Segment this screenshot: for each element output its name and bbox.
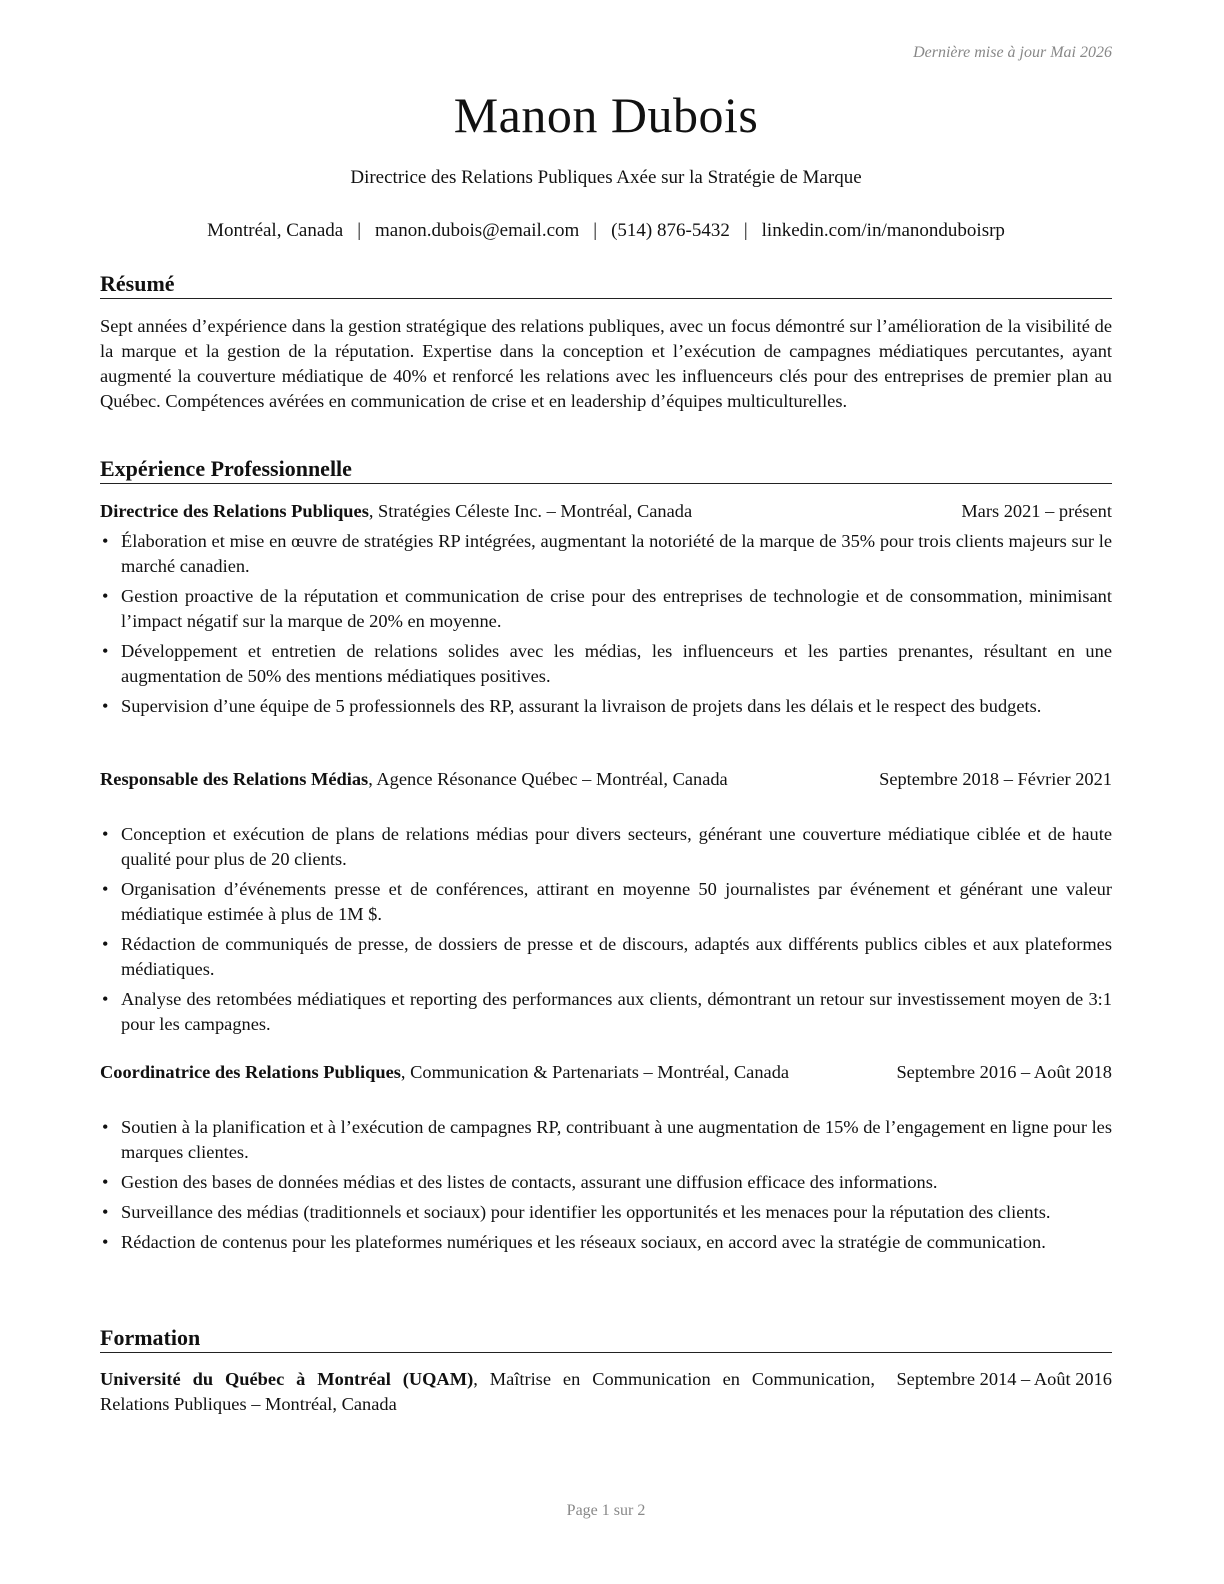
contact-location: Montréal, Canada: [207, 220, 344, 241]
candidate-tagline: Directrice des Relations Publiques Axée sur la Stratégie de Marque: [350, 167, 862, 188]
list-item: • Soutien à la planification et à l’exécution de campagnes RP, contribuant à une augmentation de 15% de l’engagement en ligne pour les marques clientes.: [100, 1115, 1112, 1165]
contact-separator: |: [357, 220, 361, 241]
contact-separator: |: [593, 220, 598, 241]
list-item: • Développement et entretien de relations solides avec les médias, les influenceurs et les parties prenantes, résultant en une augmentation de 50% des mentions médiatiques positives.: [100, 639, 1112, 689]
job-header: [100, 499, 1112, 524]
education-details: , Maîtrise en Communication en Communication, Relations Publiques – Montréal, Canada: [100, 1369, 876, 1414]
section-title-experience: Expérience Professionnelle: [100, 456, 1112, 484]
summary-text: Sept années d’expérience dans la gestion stratégique des relations publiques, avec un focus démontré sur l’amélioration de la visibilité de la marque et la gestion de la réputation. Expertise dans la conception et l’exécution de campagnes médiatiques percutantes, ayant augmenté la couverture médiatique de 40% et renforcé les relations avec les influenceurs clés pour des entreprises de premier plan au Québec. Compétences avérées en communication de crise et en leadership d’équipes multiculturelles.: [100, 316, 1112, 411]
last-updated: Dernière mise à jour Mai 2026: [913, 44, 1112, 61]
resume-page: [100, 0, 1112, 1584]
contact-linkedin[interactable]: linkedin.com/in/manonduboisrp: [761, 220, 1005, 241]
list-item: • Supervision d’une équipe de 5 professionnels des RP, assurant la livraison de projets dans les délais et le respect des budgets.: [100, 694, 1112, 719]
list-item: • Rédaction de contenus pour les plateformes numériques et les réseaux sociaux, en accord avec la stratégie de communication.: [100, 1230, 1112, 1255]
job-header: [100, 767, 1112, 817]
job-company: , Communication & Partenariats – Montréal, Canada: [400, 1062, 790, 1082]
education-dates: Septembre 2014 – Août 2016: [896, 1369, 1112, 1389]
list-item: • Élaboration et mise en œuvre de stratégies RP intégrées, augmentant la notoriété de la marque de 35% pour trois clients majeurs sur le marché canadien.: [100, 529, 1112, 579]
section-title-summary: Résumé: [100, 271, 1112, 299]
page-number: Page 1 sur 2: [566, 1502, 646, 1519]
candidate-name: Manon Dubois: [453, 87, 759, 143]
contact-separator: |: [743, 220, 748, 241]
contact-phone[interactable]: (514) 876-5432: [611, 220, 730, 241]
job-bullets: [100, 1115, 1112, 1260]
list-item: • Analyse des retombées médiatiques et reporting des performances aux clients, démontrant un retour sur investissement moyen de 3:1 pour les campagnes.: [100, 987, 1112, 1037]
contact-line: [100, 220, 1112, 242]
job-bullets: [100, 822, 1112, 1042]
education-school: Université du Québec à Montréal (UQAM): [100, 1369, 474, 1389]
education-title-line: [100, 1367, 875, 1417]
job-dates: Septembre 2018 – Février 2021: [879, 769, 1112, 789]
job-company: , Stratégies Céleste Inc. – Montréal, Canada: [368, 501, 693, 521]
list-item: • Conception et exécution de plans de relations médias pour divers secteurs, générant une couverture médiatique ciblée et de haute qualité pour plus de 20 clients.: [100, 822, 1112, 872]
job-dates: Mars 2021 – présent: [961, 501, 1112, 521]
job-title-line: [100, 767, 728, 792]
list-item: • Gestion proactive de la réputation et communication de crise pour des entreprises de technologie et de consommation, minimisant l’impact négatif sur la marque de 20% en moyenne.: [100, 584, 1112, 634]
education-entry: [100, 1367, 1112, 1417]
contact-email[interactable]: manon.dubois@email.com: [375, 220, 580, 241]
job-bullets: [100, 529, 1112, 724]
job-company: , Agence Résonance Québec – Montréal, Canada: [368, 769, 728, 789]
list-item: • Rédaction de communiqués de presse, de dossiers de presse et de discours, adaptés aux différents publics cibles et aux plateformes médiatiques.: [100, 932, 1112, 982]
list-item: • Organisation d’événements presse et de conférences, attirant en moyenne 50 journalistes par événement et générant une valeur médiatique estimée à plus de 1M $.: [100, 877, 1112, 927]
section-title-education: Formation: [100, 1325, 1112, 1353]
job-title-line: [100, 1060, 875, 1085]
job-role: Directrice des Relations Publiques: [100, 501, 369, 521]
list-item: • Surveillance des médias (traditionnels et sociaux) pour identifier les opportunités et les menaces pour la réputation des clients.: [100, 1200, 1112, 1225]
job-header: [100, 1060, 1112, 1110]
job-dates: Septembre 2016 – Août 2018: [896, 1062, 1112, 1082]
job-title-line: [100, 499, 692, 524]
list-item: • Gestion des bases de données médias et des listes de contacts, assurant une diffusion efficace des informations.: [100, 1170, 1112, 1195]
job-role: Responsable des Relations Médias: [100, 769, 369, 789]
job-role: Coordinatrice des Relations Publiques: [100, 1062, 401, 1082]
